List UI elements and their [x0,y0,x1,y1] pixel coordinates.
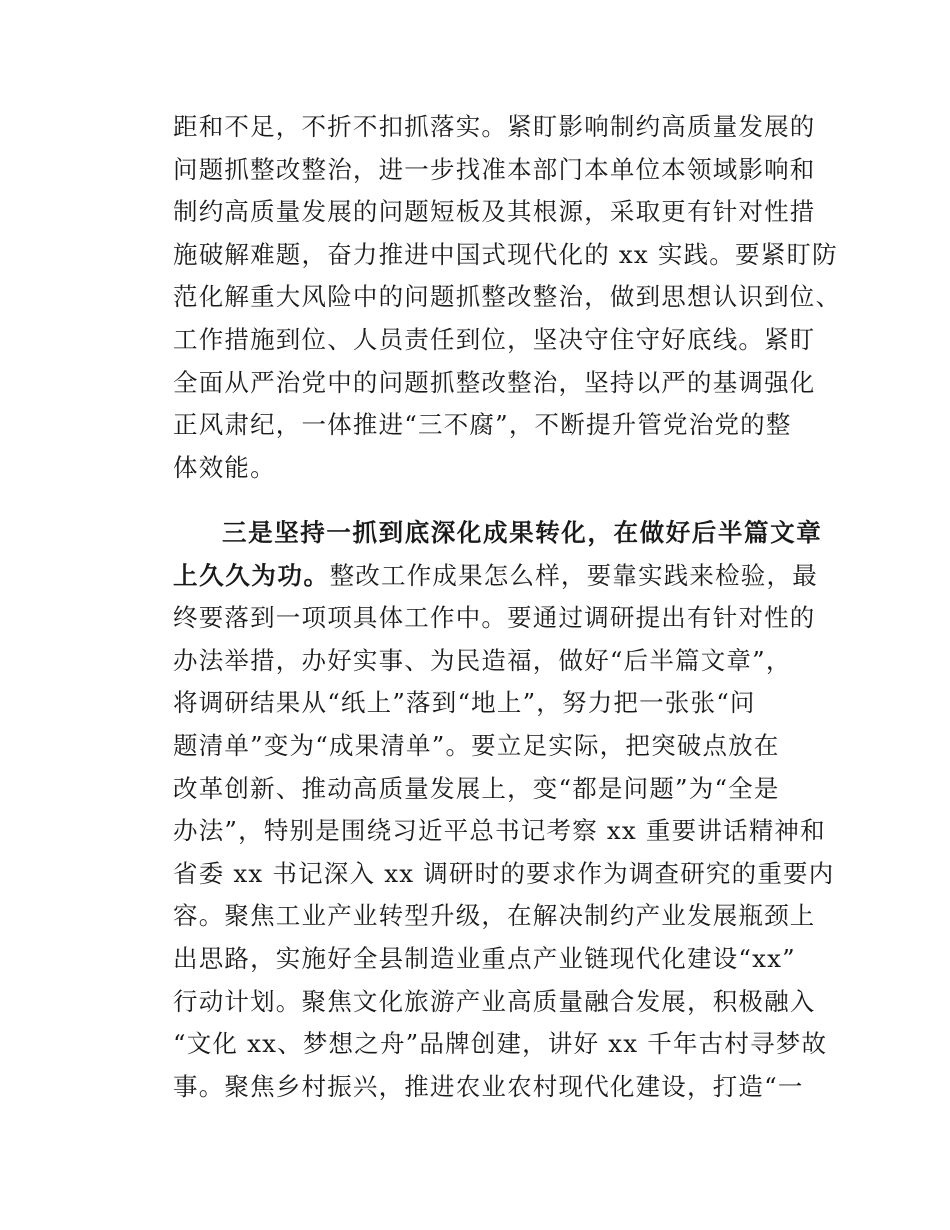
paragraph-line: 办法举措，办好实事、为民造福，做好“后半篇文章”， [173,645,792,675]
paragraph-line: 将调研结果从“纸上”落到“地上”，努力把一张张“问 [173,688,756,718]
paragraph-line: 出思路，实施好全县制造业重点产业链现代化建设“xx” [173,943,796,973]
paragraph-line: 省委 xx 书记深入 xx 调研时的要求作为调查研究的重要内 [173,858,835,888]
paragraph-1 [173,106,842,489]
paragraph-line: 距和不足，不折不扣抓落实。紧盯影响制约高质量发展的 [173,112,816,141]
paragraph-line: 制约高质量发展的问题短板及其根源，采取更有针对性措 [173,197,816,227]
paragraph-line: “文化 xx、梦想之舟”品牌创建，讲好 xx 千年古村寻梦故 [173,1029,828,1059]
paragraph-line: 终要落到一项项具体工作中。要通过调研提出有针对性的 [173,603,816,633]
heading-continuation-line [173,555,818,598]
paragraph-line: 容。聚焦工业产业转型升级，在解决制约产业发展瓶颈上 [173,901,816,931]
paragraph-line: 范化解重大风险中的问题抓整改整治，做到思想认识到位、 [173,282,842,312]
paragraph-line: 正风肃纪，一体推进“三不腐”，不断提升管党治党的整 [173,410,792,440]
paragraph-line: 问题抓整改整治，进一步找准本部门本单位本领域影响和 [173,154,816,184]
paragraph-line: 改革创新、推动高质量发展上，变“都是问题”为“全是 [173,773,780,803]
paragraph-line: 事。聚焦乡村振兴，推进农业农村现代化建设，打造“一 [173,1071,804,1101]
paragraph-line: 题清单”变为“成果清单”。要立足实际，把突破点放在 [173,730,780,760]
paragraph-line: 办法”，特别是围绕习近平总书记考察 xx 重要讲话精神和 [173,816,826,846]
paragraph-line: 行动计划。聚焦文化旅游产业高质量融合发展，积极融入 [173,986,816,1016]
section-heading-end: 上久久为功。 [173,560,330,590]
section-heading: 三是坚持一抓到底深化成果转化，在做好后半篇文章 [222,518,823,547]
paragraph-line: 全面从严治党中的问题抓整改整治，坚持以严的基调强化 [173,367,816,397]
paragraph-text: 整改工作成果怎么样，要靠实践来检验，最 [329,560,818,590]
paragraph-2 [173,512,835,1108]
paragraph-line: 施破解难题，奋力推进中国式现代化的 xx 实践。要紧盯防 [173,239,838,269]
paragraph-line: 体效能。 [173,452,276,482]
paragraph-line: 工作措施到位、人员责任到位，坚决守住守好底线。紧盯 [173,324,816,354]
